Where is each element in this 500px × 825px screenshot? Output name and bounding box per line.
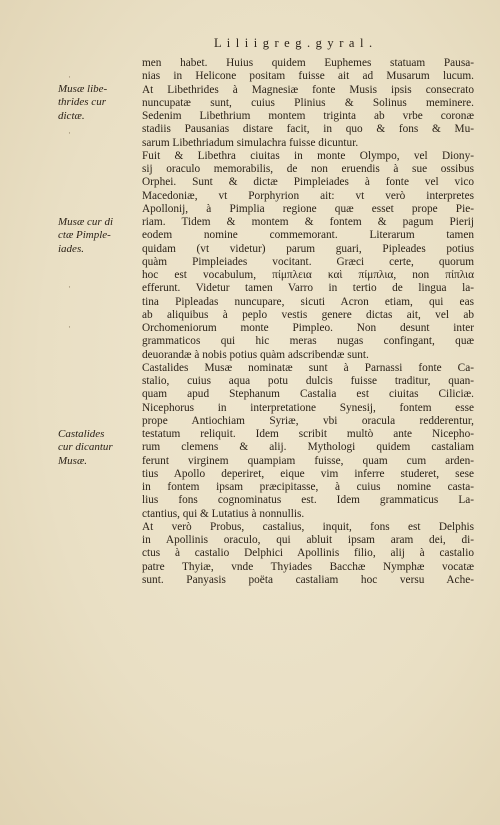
running-header	[0, 36, 500, 56]
body-text	[142, 57, 474, 587]
text-line: nias in Helicone positam fuisse ait ad Musarum lucum.	[142, 70, 474, 83]
text-line: lius fons cognominatus est. Idem grammaticus La-	[142, 494, 474, 507]
text-line: Nicephorus in interpretatione Synesij, fontem esse	[142, 401, 474, 414]
margin-note-line: Musæ cur di	[58, 216, 113, 228]
text-line: Apollonij, à Pimplia regione quæ esset prope Pie-	[142, 202, 474, 215]
text-line: rum clemens & alij. Mythologi quidem castaliam	[142, 441, 474, 454]
ink-mark: ·	[68, 282, 71, 292]
text-line: ctus à castalio Delphici Apollinis filio, alij à castalio	[142, 547, 474, 560]
text-line: grammaticos qui hic meras nugas confingant, quæ	[142, 335, 474, 348]
text-line: stalio, cuius aqua potu dulcis fuisse traditur, quan-	[142, 375, 474, 387]
ink-mark: ·	[68, 72, 71, 82]
text-line: patre Thyiæ, vnde Thyiades Bacchæ Nymphæ vocatæ	[142, 560, 474, 573]
margin-note-pimpleiades	[58, 216, 138, 256]
text-line: ab aliquibus à peplo vestis genere dictas ait, vel ab	[142, 308, 474, 321]
text-line: testatum reliquit. Idem scribit multò ante Nicepho-	[142, 428, 474, 440]
margin-note-castalides	[58, 428, 138, 468]
text-line: Orchomeniorum monte Pimpleo. Non desunt inter	[142, 322, 474, 334]
text-line: Macedoniæ, vt Porphyrion ait: vt verò interpretes	[142, 189, 474, 202]
margin-note-line: Castalides	[58, 428, 105, 440]
text-line: nuncupatæ sunt, cuius Plinius & Solinus meminere.	[142, 96, 474, 109]
text-line: Fuit & Libethra ciuitas in monte Olympo, vel Diony-	[142, 149, 474, 162]
text-line: quàm Pimpleiades vocitant. Græci certe, quorum	[142, 255, 474, 268]
text-line: deuorandæ à nobis potius quàm adscribendæ sunt.	[142, 348, 369, 361]
margin-note-line: thrides cur	[58, 96, 106, 109]
text-line: riam. Tidem & montem & fontem & pagum Pierij	[142, 216, 474, 228]
margin-note-line: Musæ libe-	[58, 83, 108, 95]
text-line: Castalides Musæ nominatæ sunt à Parnassi fonte Ca-	[142, 361, 474, 374]
text-line: in fontem ipsam præcipitasse, à cuius nomine casta-	[142, 481, 474, 493]
text-line: quidam (vt videtur) parum guari, Pipleades potius	[142, 242, 474, 255]
text-line: ctantius, qui & Lutatius à nonnullis.	[142, 507, 305, 520]
text-line: sarum Libethriadum simulachra fuisse dicuntur.	[142, 136, 359, 149]
text-line: sij oraculo memorabilis, de non eruendis à sue ossibus	[142, 163, 474, 175]
text-line: hoc est vocabulum, πίμπλεια καὶ πίμπλια, non πίπλια	[142, 269, 474, 281]
ink-mark: ·	[68, 322, 71, 332]
text-line: Orphei. Sunt & dictæ Pimpleiades à fonte vel vico	[142, 176, 474, 189]
margin-note-line: iades.	[58, 242, 84, 255]
text-line: eodem nomine commemorant. Literarum tamen	[142, 229, 474, 242]
margin-note-line: Musæ.	[58, 454, 88, 467]
text-line: men habet. Huius quidem Euphemes statuam Pausa-	[142, 57, 474, 69]
margin-note-line: ctæ Pimple-	[58, 229, 111, 242]
text-line: prope Antiochiam Syriæ, vbi oracula redderentur,	[142, 414, 474, 427]
text-line: quam apud Stephanum Castalia est ciuitas Ciliciæ.	[142, 388, 474, 401]
margin-note-line: cur dicantur	[58, 441, 113, 454]
text-line: efferunt. Videtur tamen Varro in tertio de lingua la-	[142, 282, 474, 295]
text-line: in Apollinis oraculo, qui abluit ipsam aram dei, di-	[142, 534, 474, 546]
running-title: L i l i i g r e g . g y r a l .	[214, 36, 374, 50]
text-line: Sedenim Libethrium montem triginta ab vrbe coronæ	[142, 110, 474, 122]
text-line: tina Pipleadas nuncupare, sicuti Acron etiam, qui eas	[142, 295, 474, 308]
margin-note-line: dictæ.	[58, 109, 85, 122]
text-line: stadiis Pausanias distare facit, in quo & fons & Mu-	[142, 123, 474, 136]
text-line: At verò Probus, castalius, inquit, fons est Delphis	[142, 520, 474, 533]
text-line: sunt. Panyasis poëta castaliam hoc versu Ache-	[142, 573, 474, 586]
text-line: tius Apollo deperiret, eique vim inferre studeret, sese	[142, 467, 474, 480]
ink-mark: ·	[68, 128, 71, 138]
text-line: At Libethrides à Magnesiæ fonte Musis ipsis consecrato	[142, 83, 474, 96]
margin-note-libethrides	[58, 83, 138, 123]
text-line: ferunt virginem quampiam fuisse, quam cum arden-	[142, 454, 474, 467]
